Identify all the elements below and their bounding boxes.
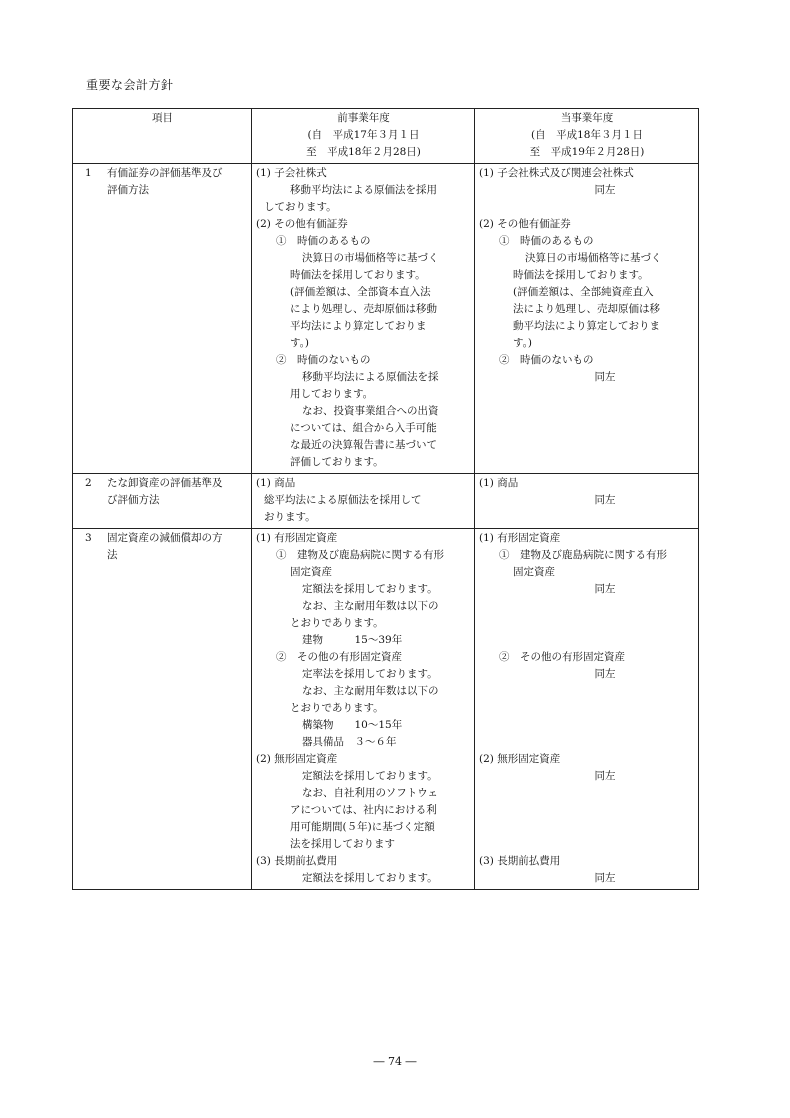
policy-text-line: 評価しております。 <box>290 456 384 468</box>
policy-text-line: ② 時価のないもの <box>276 354 371 366</box>
policy-text-line: (1) 有形固定資産 <box>256 532 338 544</box>
item-text-line: び評価方法 <box>107 494 160 506</box>
table-row <box>73 164 699 474</box>
item-number: 2 <box>85 477 92 489</box>
item-cell <box>73 529 252 890</box>
header-prev-to: 至 平成18年２月28日) <box>306 146 421 158</box>
policy-text-line: ② その他の有形固定資産 <box>499 651 625 663</box>
policy-text-line: 構築物 10～15年 <box>302 719 403 731</box>
item-text-line: 評価方法 <box>107 184 149 196</box>
policy-text-line: 固定資産 <box>513 566 555 578</box>
policy-text-line: (3) 長期前払費用 <box>479 855 561 867</box>
header-prev-year <box>252 109 475 164</box>
curr-year-cell <box>475 474 699 529</box>
policy-text-line: なお、主な耐用年数は以下の <box>302 685 439 697</box>
page-number: ― 74 ― <box>373 1055 417 1068</box>
policy-text-line: ① 建物及び鹿島病院に関する有形 <box>499 549 667 561</box>
prev-year-cell <box>252 164 475 474</box>
policy-text-line: な最近の決算報告書に基づいて <box>290 439 437 451</box>
blank-line <box>479 199 695 216</box>
policy-text-line: 建物 15～39年 <box>302 634 403 646</box>
policy-text-line: (2) その他有価証券 <box>479 218 571 230</box>
policy-text-line: 時価法を採用しております。 <box>290 269 426 281</box>
header-curr-from: (自 平成18年３月１日 <box>531 129 643 141</box>
policy-text-line: (1) 子会社株式及び関連会社株式 <box>479 167 634 179</box>
blank-line <box>479 598 695 615</box>
policy-text-line: 移動平均法による原価法を採 <box>302 371 439 383</box>
header-curr-label: 当事業年度 <box>560 112 614 124</box>
item-text-line: 有価証券の評価基準及び <box>107 167 223 179</box>
policy-text-line: ① 建物及び鹿島病院に関する有形 <box>276 549 444 561</box>
blank-line <box>479 819 695 836</box>
policy-text-line: 平均法により算定しておりま <box>290 320 427 332</box>
policy-text-line: 同左 <box>594 770 616 782</box>
policy-text-line: アについては、社内における利 <box>290 804 437 816</box>
policy-text-line: ② 時価のないもの <box>499 354 594 366</box>
policy-text-line: す。) <box>290 337 310 349</box>
blank-line <box>479 836 695 853</box>
policy-text-line: (2) 無形固定資産 <box>479 753 561 765</box>
policy-text-line: 法により処理し、売却原価は移 <box>513 303 660 315</box>
policy-text-line: とおりであります。 <box>290 617 384 629</box>
item-cell <box>73 474 252 529</box>
page-title: 重要な会計方針 <box>86 78 174 92</box>
table-row <box>73 529 699 890</box>
blank-line <box>479 683 695 700</box>
blank-line <box>479 717 695 734</box>
policy-text-line: (1) 有形固定資産 <box>479 532 561 544</box>
policy-text-line: 定額法を採用しております。 <box>302 583 438 595</box>
blank-line <box>479 632 695 649</box>
blank-line <box>479 734 695 751</box>
accounting-policy-table <box>72 108 699 890</box>
policy-text-line: 同左 <box>594 583 616 595</box>
policy-text-line: とおりであります。 <box>290 702 384 714</box>
policy-text-line: 同左 <box>594 184 616 196</box>
policy-text-line: なお、投資事業組合への出資 <box>302 405 439 417</box>
blank-line <box>479 615 695 632</box>
policy-text-line: (1) 商品 <box>479 477 519 489</box>
item-text-line: 固定資産の減価償却の方 <box>107 532 223 544</box>
blank-line <box>479 802 695 819</box>
policy-text-line: (1) 子会社株式 <box>256 167 327 179</box>
policy-text-line: 用可能期間(５年)に基づく定額 <box>290 821 435 833</box>
policy-text-line: 法を採用しております <box>290 838 395 850</box>
policy-text-line: 同左 <box>594 371 616 383</box>
policy-text-line: しております。 <box>264 201 337 213</box>
policy-text-line: 決算日の市場価格等に基づく <box>302 252 439 264</box>
header-row <box>73 109 699 164</box>
policy-text-line: については、組合から入手可能 <box>290 422 437 434</box>
policy-text-line: 定額法を採用しております。 <box>302 770 438 782</box>
policy-text-line: により処理し、売却原価は移動 <box>290 303 437 315</box>
header-curr-year <box>475 109 699 164</box>
item-cell <box>73 164 252 474</box>
curr-year-cell <box>475 529 699 890</box>
policy-text-line: ① 時価のあるもの <box>499 235 594 247</box>
header-prev-label: 前事業年度 <box>337 112 390 124</box>
policy-text-line: (2) 無形固定資産 <box>256 753 338 765</box>
policy-text-line: なお、自社利用のソフトウェ <box>302 787 438 799</box>
policy-text-line: 同左 <box>594 872 616 884</box>
policy-text-line: (評価差額は、全部資本直入法 <box>290 286 431 298</box>
policy-text-line: 総平均法による原価法を採用して <box>264 494 422 506</box>
blank-line <box>479 785 695 802</box>
blank-line <box>479 700 695 717</box>
policy-text-line: 時価法を採用しております。 <box>513 269 649 281</box>
curr-year-cell <box>475 164 699 474</box>
policy-text-line: なお、主な耐用年数は以下の <box>302 600 439 612</box>
policy-text-line: (2) その他有価証券 <box>256 218 348 230</box>
policy-text-line: 移動平均法による原価法を採用 <box>290 184 437 196</box>
header-prev-from: (自 平成17年３月１日 <box>307 129 420 141</box>
policy-text-line: ② その他の有形固定資産 <box>276 651 402 663</box>
policy-text-line: (3) 長期前払費用 <box>256 855 338 867</box>
item-text-line: 法 <box>107 549 118 561</box>
policy-text-line: 器具備品 ３～６年 <box>302 736 397 748</box>
policy-text-line: おります。 <box>264 511 316 523</box>
policy-text-line: (1) 商品 <box>256 477 296 489</box>
policy-text-line: 決算日の市場価格等に基づく <box>525 252 662 264</box>
policy-text-line: す。) <box>513 337 533 349</box>
policy-text-line: (評価差額は、全部純資産直入 <box>513 286 654 298</box>
prev-year-cell <box>252 529 475 890</box>
policy-text-line: 動平均法により算定しておりま <box>513 320 660 332</box>
policy-text-line: ① 時価のあるもの <box>276 235 371 247</box>
item-text-line: たな卸資産の評価基準及 <box>107 477 223 489</box>
item-number: 1 <box>85 167 92 179</box>
policy-text-line: 同左 <box>594 668 616 680</box>
header-item-label: 項目 <box>152 112 173 124</box>
table-row <box>73 474 699 529</box>
header-item <box>73 109 252 164</box>
item-number: 3 <box>85 532 92 544</box>
policy-text-line: 固定資産 <box>290 566 332 578</box>
policy-text-line: 同左 <box>594 494 616 506</box>
policy-text-line: 定率法を採用しております。 <box>302 668 438 680</box>
policy-text-line: 用しております。 <box>290 388 374 400</box>
prev-year-cell <box>252 474 475 529</box>
policy-text-line: 定額法を採用しております。 <box>302 872 438 884</box>
header-curr-to: 至 平成19年２月28日) <box>529 146 645 158</box>
